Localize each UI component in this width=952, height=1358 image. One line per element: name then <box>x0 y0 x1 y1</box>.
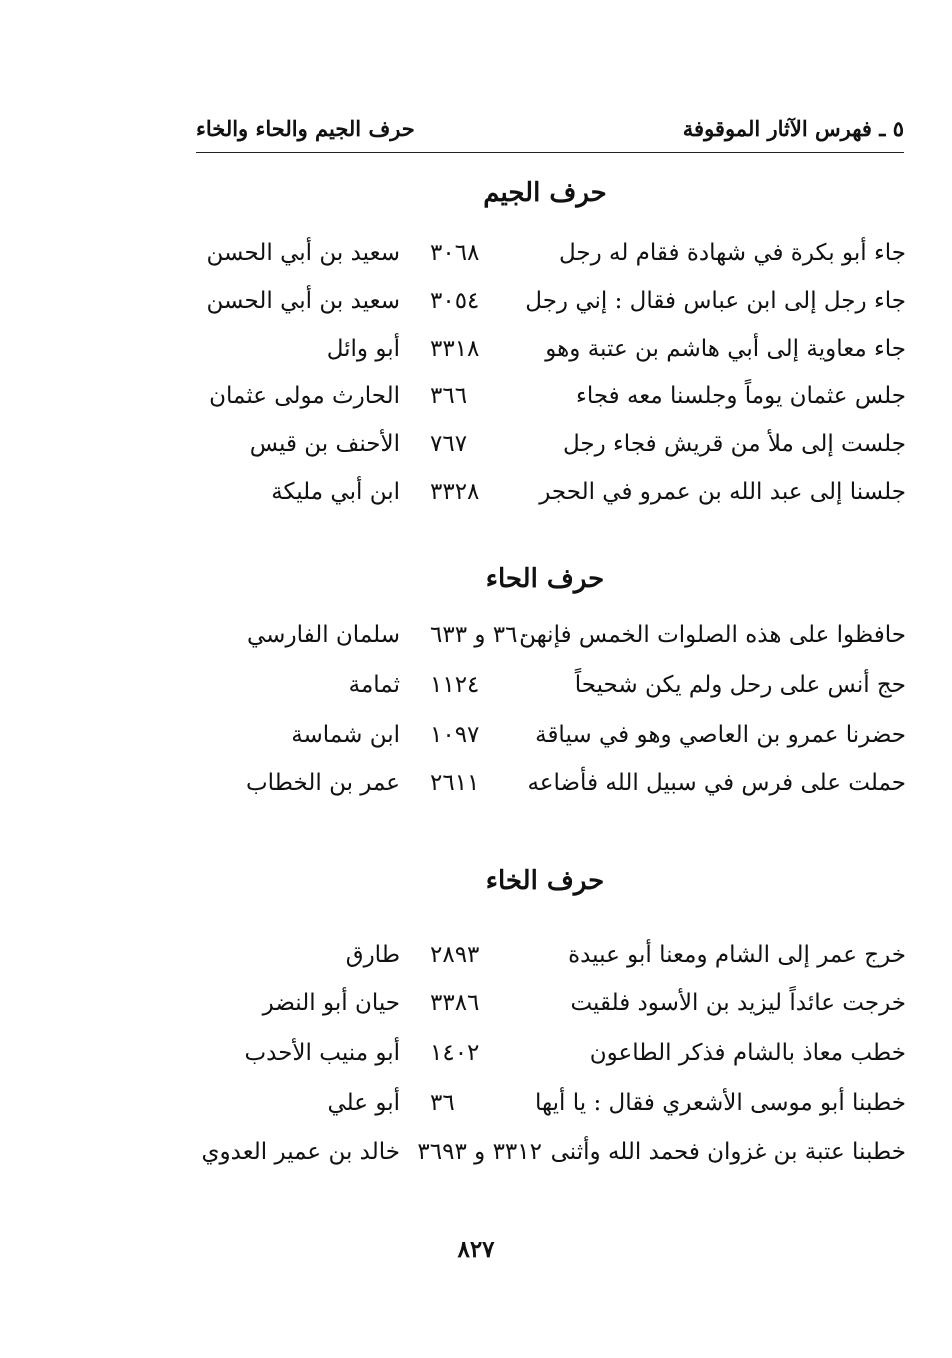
entry-narrator: ابن شماسة <box>291 722 400 748</box>
entry-number: ٣٣١٨ <box>430 336 480 362</box>
entry-text: حج أنس على رحل ولم يكن شحيحاً <box>574 672 906 698</box>
entry-narrator: سعيد بن أبي الحسن <box>206 288 400 314</box>
entry-narrator: حيان أبو النضر <box>262 990 400 1016</box>
section-title-kha: حرف الخاء <box>485 866 605 896</box>
index-entry <box>0 722 952 768</box>
running-header <box>196 112 904 153</box>
entry-narrator: ابن أبي مليكة <box>271 479 400 505</box>
entry-narrator: الحارث مولى عثمان <box>209 383 400 409</box>
entry-number: ٧٦٧ <box>430 431 468 457</box>
entry-narrator: أبو علي <box>327 1090 400 1116</box>
entry-narrator: سعيد بن أبي الحسن <box>206 240 400 266</box>
entry-number: ٣٣٨٦ <box>430 990 480 1016</box>
index-entry <box>0 240 952 286</box>
index-entry <box>0 431 952 477</box>
entry-narrator: سلمان الفارسي <box>247 622 400 648</box>
entry-number: ٣٠٥٤ <box>430 288 480 314</box>
index-entry <box>0 479 952 525</box>
index-entry <box>0 288 952 334</box>
page-number: ٨٢٧ <box>457 1236 495 1263</box>
entry-number: ٢٦١١ <box>430 770 480 796</box>
entry-narrator: أبو منيب الأحدب <box>244 1040 400 1066</box>
index-entry <box>0 1139 952 1185</box>
entry-narrator: الأحنف بن قيس <box>249 431 400 457</box>
header-chapter-title: ٥ ـ فهرس الآثار الموقوفة <box>682 116 904 141</box>
entry-number: ١٠٩٧ <box>430 722 480 748</box>
index-entry <box>0 1090 952 1136</box>
entry-narrator: خالد بن عمير العدوي <box>201 1139 400 1165</box>
entry-narrator: ثمامة <box>348 672 400 698</box>
entry-text: جاء أبو بكرة في شهادة فقام له رجل <box>558 240 906 266</box>
index-entry <box>0 336 952 382</box>
entry-text: خطبنا أبو موسى الأشعري فقال : يا أيها <box>535 1090 906 1116</box>
index-entry <box>0 622 952 668</box>
index-entry <box>0 672 952 718</box>
entry-text: حملت على فرس في سبيل الله فأضاعه <box>527 770 906 796</box>
entry-text: خطب معاذ بالشام فذكر الطاعون <box>589 1040 906 1066</box>
entry-text: جاء معاوية إلى أبي هاشم بن عتبة وهو <box>545 336 906 362</box>
header-section-title: حرف الجيم والحاء والخاء <box>196 116 415 141</box>
entry-narrator: طارق <box>345 942 400 968</box>
entry-text: جلست إلى ملأ من قريش فجاء رجل <box>562 431 906 457</box>
section-title-ha: حرف الحاء <box>485 564 605 594</box>
index-entry <box>0 942 952 988</box>
entry-number: ٣٠٦٨ <box>430 240 480 266</box>
entry-number: ٣٦٠ و ٦٣٣ <box>430 622 530 648</box>
entry-narrator: عمر بن الخطاب <box>245 770 400 796</box>
entry-narrator: أبو وائل <box>326 336 400 362</box>
entry-text: حضرنا عمرو بن العاصي وهو في سياقة <box>535 722 906 748</box>
entry-text: جلس عثمان يوماً وجلسنا معه فجاء <box>576 383 906 409</box>
entry-number: ١٤٠٢ <box>430 1040 480 1066</box>
entry-number: ٣٦ <box>430 1090 455 1116</box>
entry-text: حافظوا على هذه الصلوات الخمس فإنهن <box>519 622 906 648</box>
entry-text: جاء رجل إلى ابن عباس فقال : إني رجل <box>525 288 906 314</box>
entry-text: جلسنا إلى عبد الله بن عمرو في الحجر <box>539 479 906 505</box>
index-entry <box>0 383 952 429</box>
entry-number: ٣٣١٢ و ٣٦٩٣ <box>417 1139 542 1165</box>
index-entry <box>0 1040 952 1086</box>
entry-text: خرجت عائداً ليزيد بن الأسود فلقيت <box>570 990 906 1016</box>
entry-number: ٣٦٦ <box>430 383 468 409</box>
entry-number: ١١٢٤ <box>430 672 480 698</box>
section-title-jim: حرف الجيم <box>483 178 607 208</box>
index-entry <box>0 770 952 816</box>
entry-number: ٣٣٢٨ <box>430 479 480 505</box>
entry-text: خرج عمر إلى الشام ومعنا أبو عبيدة <box>568 942 906 968</box>
index-entry <box>0 990 952 1036</box>
entry-number: ٢٨٩٣ <box>430 942 480 968</box>
entry-text: خطبنا عتبة بن غزوان فحمد الله وأثنى <box>550 1139 906 1165</box>
